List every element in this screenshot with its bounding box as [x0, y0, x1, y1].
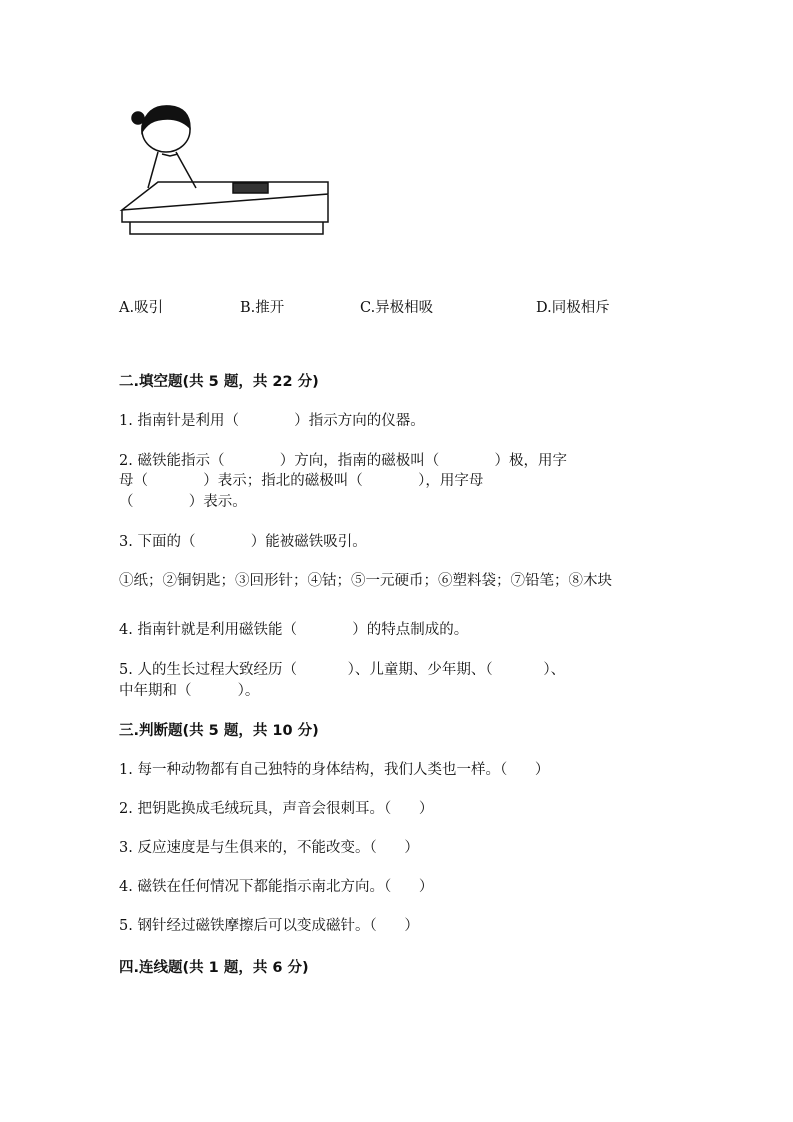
- section-heading: 三.判断题(共 5 题，共 10 分): [119, 723, 319, 739]
- question-line: 4. 磁铁在任何情况下都能指示南北方向。（ ）: [119, 879, 434, 895]
- option-d: D.同极相斥: [536, 300, 610, 316]
- question-line: 2. 磁铁能指示（ ）方向，指南的磁极叫（ ）极，用字: [119, 453, 568, 469]
- option-a: A.吸引: [119, 300, 164, 316]
- question-line: 中年期和（ ）。: [119, 683, 260, 699]
- question-line: 3. 下面的（ ）能被磁铁吸引。: [119, 534, 367, 550]
- question-line: 4. 指南针就是利用磁铁能（ ）的特点制成的。: [119, 622, 469, 638]
- question-line: 1. 每一种动物都有自己独特的身体结构，我们人类也一样。（ ）: [119, 762, 550, 778]
- section-heading: 四.连线题(共 1 题，共 6 分): [119, 960, 309, 976]
- question-line: 3. 反应速度是与生俱来的，不能改变。（ ）: [119, 840, 419, 856]
- option-c: C.异极相吸: [360, 300, 434, 316]
- question-line: 2. 把钥匙换成毛绒玩具，声音会很刺耳。（ ）: [119, 801, 434, 817]
- question-line: （ ）表示。: [119, 494, 247, 510]
- question-line: 母（ ）表示；指北的磁极叫（ ），用字母: [119, 473, 484, 489]
- option-b: B.推开: [240, 300, 285, 316]
- girl-at-table-illustration: [118, 98, 333, 238]
- question-line: ①纸；②铜钥匙；③回形针；④钴；⑤一元硬币；⑥塑料袋；⑦铅笔；⑧木块: [119, 573, 612, 589]
- section-heading: 二.填空题(共 5 题，共 22 分): [119, 374, 319, 390]
- question-line: 5. 人的生长过程大致经历（ ）、儿童期、少年期、（ ）、: [119, 662, 566, 678]
- question-line: 1. 指南针是利用（ ）指示方向的仪器。: [119, 413, 425, 429]
- question-line: 5. 钢针经过磁铁摩擦后可以变成磁针。（ ）: [119, 918, 419, 934]
